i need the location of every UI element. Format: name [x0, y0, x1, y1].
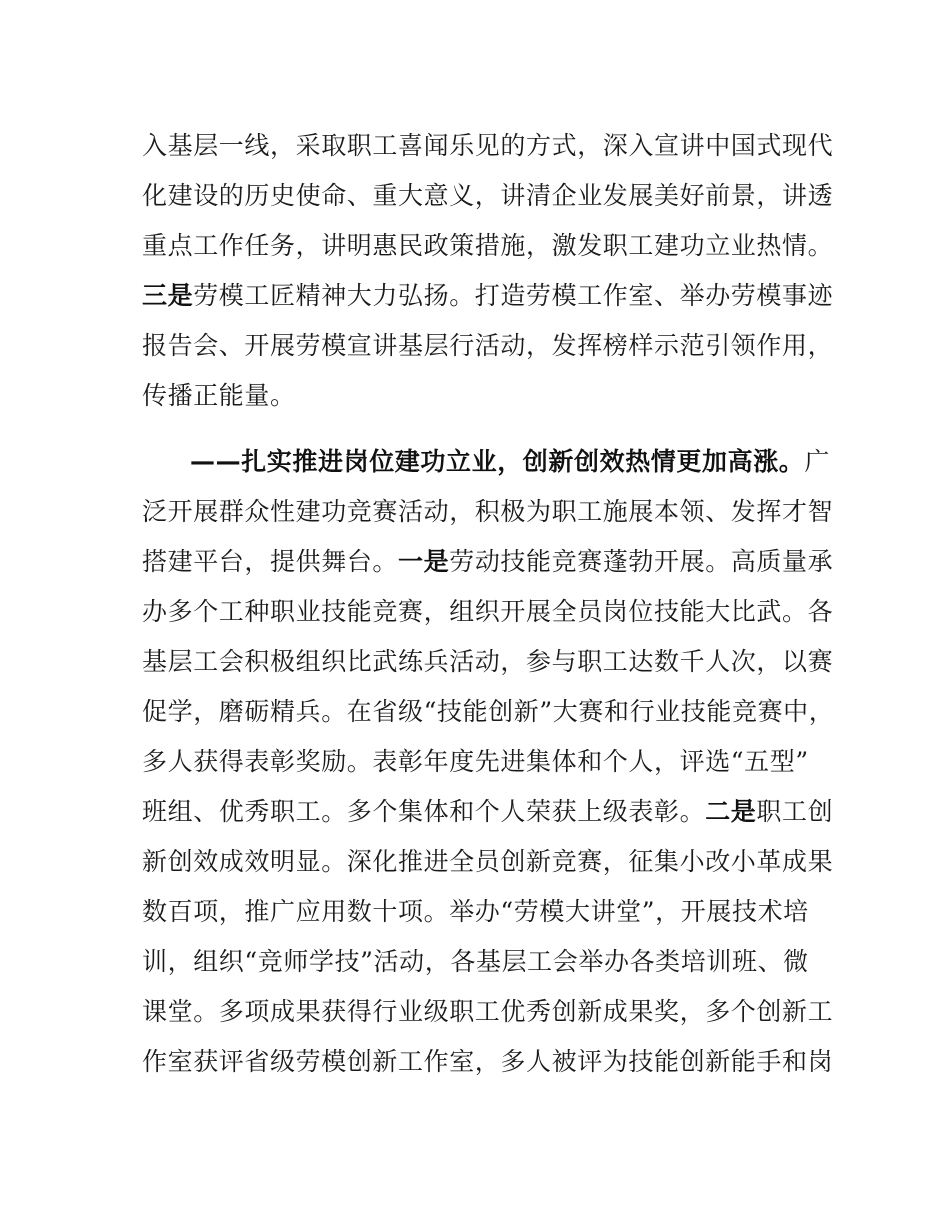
- paragraph-2-line-1-text: 广: [804, 447, 831, 476]
- paragraph-2-line-11: 训，组织“竞师学技”活动，各基层工会举办各类培训班、微: [142, 947, 809, 976]
- paragraph-2-line-6: 促学，磨砺精兵。在省级“技能创新”大赛和行业技能竞赛中，: [142, 697, 835, 726]
- paragraph-2-line-8-text-a: 班组、优秀职工。多个集体和个人荣获上级表彰。: [142, 797, 706, 826]
- point-three-marker: 三是: [142, 281, 194, 310]
- paragraph-2-line-12: 课堂。多项成果获得行业级职工优秀创新成果奖，多个创新工: [142, 997, 834, 1026]
- paragraph-2-line-3-text-a: 搭建平台，提供舞台。: [142, 547, 399, 576]
- paragraph-2-line-10: 数百项，推广应用数十项。举办“劳模大讲堂”，开展技术培: [142, 897, 809, 926]
- paragraph-2-line-4: 办多个工种职业技能竞赛，组织开展全员岗位技能大比武。各: [142, 597, 834, 626]
- point-two-marker: 二是: [705, 797, 757, 826]
- paragraph-2-line-1: [190, 442, 830, 482]
- paragraph-1-line-6: 传播正能量。: [142, 381, 296, 410]
- paragraph-2-line-9: 新创效成效明显。深化推进全员创新竞赛，征集小改小革成果: [142, 847, 834, 876]
- paragraph-1-line-1: 入基层一线，采取职工喜闻乐见的方式，深入宣讲中国式现代: [142, 131, 834, 160]
- paragraph-2-line-7: 多人获得表彰奖励。表彰年度先进集体和个人，评选“五型”: [142, 747, 809, 776]
- paragraph-2-line-13: 作室获评省级劳模创新工作室，多人被评为技能创新能手和岗: [142, 1047, 834, 1076]
- paragraph-2-line-2: 泛开展群众性建功竞赛活动，积极为职工施展本领、发挥才智: [142, 497, 834, 526]
- paragraph-1-line-4-text: 劳模工匠精神大力弘扬。打造劳模工作室、举办劳模事迹: [193, 281, 834, 310]
- paragraph-1-line-2: 化建设的历史使命、重大意义，讲清企业发展美好前景，讲透: [142, 181, 834, 210]
- paragraph-1-line-5: 报告会、开展劳模宣讲基层行活动，发挥榜样示范引领作用，: [142, 331, 834, 360]
- paragraph-2-line-8-text-b: 职工创: [756, 797, 834, 826]
- paragraph-1-line-4: [142, 276, 832, 316]
- paragraph-2-line-3: [142, 542, 832, 582]
- paragraph-2-line-3-text-b: 劳动技能竞赛蓬勃开展。高质量承: [449, 547, 834, 576]
- point-one-marker: 一是: [398, 547, 450, 576]
- paragraph-2-line-8: [142, 792, 832, 832]
- section-heading: ——扎实推进岗位建功立业，创新创效热情更加高涨。: [190, 447, 805, 476]
- paragraph-2-line-5: 基层工会积极组织比武练兵活动，参与职工达数千人次，以赛: [142, 647, 834, 676]
- paragraph-1-line-3: 重点工作任务，讲明惠民政策措施，激发职工建功立业热情。: [142, 231, 834, 260]
